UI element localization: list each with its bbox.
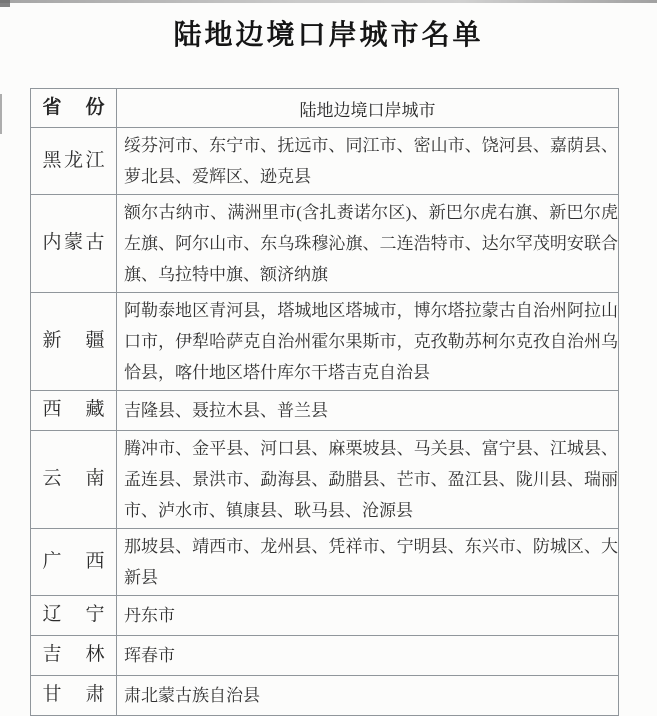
scan-artifact-corner bbox=[0, 0, 10, 7]
province-label: 内蒙古 bbox=[42, 232, 105, 254]
table-row-neimenggu bbox=[31, 195, 619, 293]
cities-cell: 绥芬河市、东宁市、抚远市、同江市、密山市、饶河县、嘉荫县、萝北县、爱辉区、逊克县 bbox=[117, 128, 619, 195]
border-cities-table bbox=[30, 88, 619, 716]
scan-artifact-left-tick bbox=[0, 94, 2, 134]
table-row-xizang bbox=[31, 391, 619, 431]
province-label: 云南 bbox=[42, 468, 105, 490]
province-cell bbox=[31, 128, 117, 195]
cities-cell: 吉隆县、聂拉木县、普兰县 bbox=[117, 391, 619, 431]
province-cell bbox=[31, 293, 117, 391]
province-label: 黑龙江 bbox=[42, 149, 105, 171]
scan-artifact-top-band bbox=[0, 0, 657, 3]
cities-cell: 丹东市 bbox=[117, 596, 619, 636]
table-row-gansu bbox=[31, 676, 619, 716]
cities-cell: 那坡县、靖西市、龙州县、凭祥市、宁明县、东兴市、防城区、大新县 bbox=[117, 529, 619, 596]
table-row-guangxi bbox=[31, 529, 619, 596]
province-label: 广西 bbox=[42, 550, 105, 572]
cities-cell: 腾冲市、金平县、河口县、麻栗坡县、马关县、富宁县、江城县、孟连县、景洪市、勐海县、勐腊县、芒市、盈江县、陇川县、瑞丽市、泸水市、镇康县、耿马县、沧源县 bbox=[117, 431, 619, 529]
header-province-label: 省份 bbox=[42, 96, 105, 118]
province-label: 西藏 bbox=[42, 399, 105, 421]
page-title: 陆地边境口岸城市名单 bbox=[173, 20, 484, 51]
table-row-yunnan bbox=[31, 431, 619, 529]
cities-cell: 阿勒泰地区青河县，塔城地区塔城市，博尔塔拉蒙古自治州阿拉山口市，伊犁哈萨克自治州霍尔果斯市，克孜勒苏柯尔克孜自治州乌恰县，喀什地区塔什库尔干塔吉克自治县 bbox=[117, 293, 619, 391]
province-label: 辽宁 bbox=[42, 604, 105, 626]
province-label: 新疆 bbox=[42, 330, 105, 352]
province-label: 甘肃 bbox=[42, 684, 105, 706]
province-cell bbox=[31, 391, 117, 431]
header-cell-province bbox=[31, 89, 117, 128]
province-cell bbox=[31, 529, 117, 596]
province-cell bbox=[31, 596, 117, 636]
province-cell bbox=[31, 676, 117, 716]
province-label: 吉林 bbox=[42, 644, 105, 666]
province-cell bbox=[31, 431, 117, 529]
cities-cell: 珲春市 bbox=[117, 636, 619, 676]
province-cell bbox=[31, 195, 117, 293]
table-row-heilongjiang bbox=[31, 128, 619, 195]
header-cell-cities: 陆地边境口岸城市 bbox=[117, 89, 619, 128]
table-row-xinjiang bbox=[31, 293, 619, 391]
table-row-liaoning bbox=[31, 596, 619, 636]
table-header-row bbox=[31, 89, 619, 128]
table-row-jilin bbox=[31, 636, 619, 676]
cities-cell: 额尔古纳市、满洲里市(含扎赉诺尔区)、新巴尔虎右旗、新巴尔虎左旗、阿尔山市、东乌珠穆沁旗、二连浩特市、达尔罕茂明安联合旗、乌拉特中旗、额济纳旗 bbox=[117, 195, 619, 293]
province-cell bbox=[31, 636, 117, 676]
cities-cell: 肃北蒙古族自治县 bbox=[117, 676, 619, 716]
